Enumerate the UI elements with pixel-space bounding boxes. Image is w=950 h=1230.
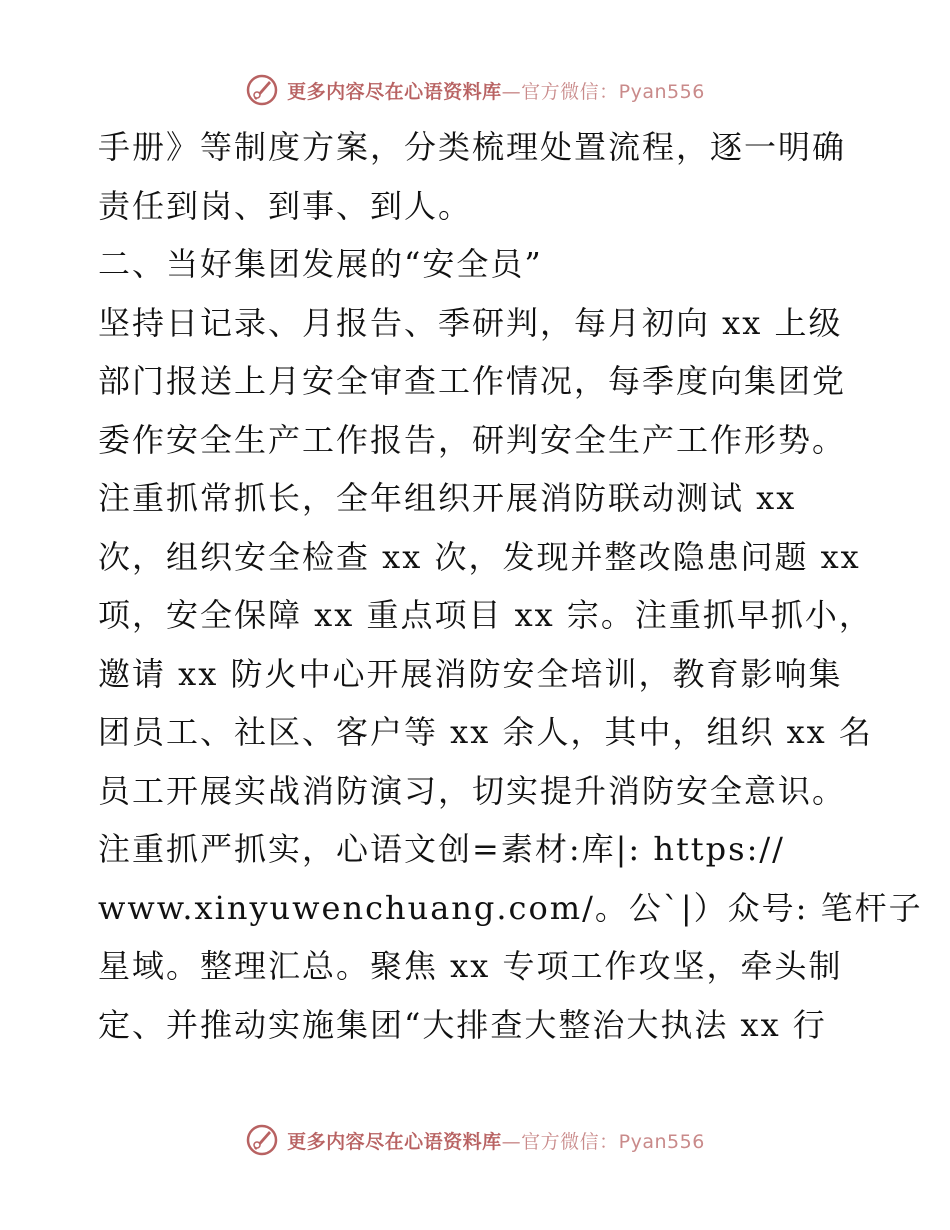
- quill-logo-icon: [245, 73, 279, 107]
- text-line: 委作安全生产工作报告，研判安全生产工作形势。: [98, 420, 847, 459]
- document-body: [98, 118, 923, 1054]
- text-line: 注重抓严抓实，心语文创=素材:库|: https://: [98, 830, 785, 868]
- text-line: 坚持日记录、月报告、季研判，每月初向 xx 上级: [98, 303, 843, 342]
- banner-text: 更多内容尽在心语资料库—官方微信：Pyan556: [287, 80, 705, 103]
- text-line: 手册》等制度方案，分类梳理处置流程，逐一明确: [98, 128, 847, 166]
- text-line: 邀请 xx 防火中心开展消防安全培训，教育影响集: [98, 654, 843, 693]
- text-line: www.xinyuwenchuang.com/。公`|）众号: 笔杆子: [98, 888, 923, 927]
- text-line: 次，组织安全检查 xx 次，发现并整改隐患问题 xx: [98, 537, 861, 576]
- text-line: 员工开展实战消防演习，切实提升消防安全意识。: [98, 771, 847, 810]
- text-line: 责任到岗、到事、到人。: [98, 186, 473, 225]
- text-line: 团员工、社区、客户等 xx 余人，其中，组织 xx 名: [98, 713, 873, 751]
- footer-watermark-banner: [0, 1120, 950, 1160]
- text-line: 星域。整理汇总。聚焦 xx 专项工作攻坚，牵头制: [98, 947, 843, 985]
- text-line: 部门报送上月安全审查工作情况，每季度向集团党: [98, 362, 847, 400]
- quill-logo-icon: [245, 1123, 279, 1157]
- text-line: 定、并推动实施集团“大排查大整治大执法 xx 行: [98, 1005, 827, 1044]
- section-heading: 二、当好集团发展的“安全员”: [98, 245, 543, 283]
- banner-text: 更多内容尽在心语资料库—官方微信：Pyan556: [287, 1130, 705, 1153]
- text-line: 项，安全保障 xx 重点项目 xx 宗。注重抓早抓小，: [98, 596, 873, 634]
- text-line: 注重抓常抓长，全年组织开展消防联动测试 xx: [98, 479, 797, 517]
- header-watermark-banner: [0, 70, 950, 110]
